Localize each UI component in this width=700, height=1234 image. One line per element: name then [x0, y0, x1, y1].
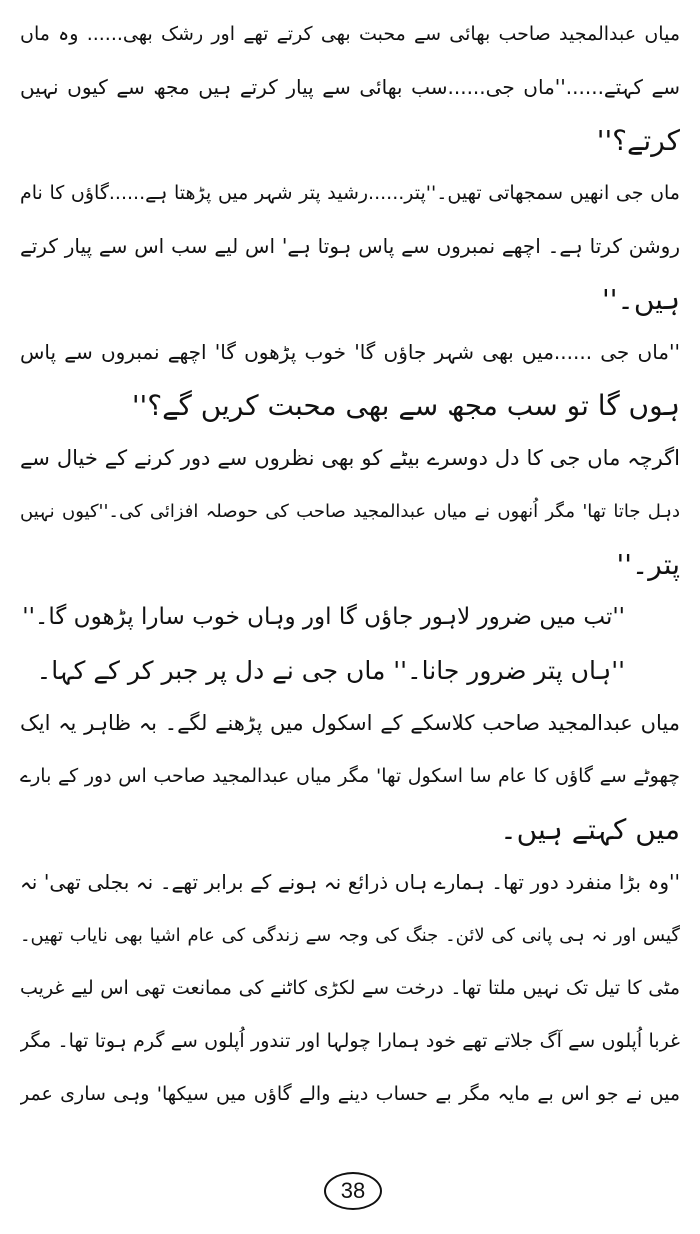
- text-line: مٹی کا تیل تک نہیں ملتا تھا۔ درخت سے لکڑی کاٹنے کی ممانعت تھی اس لیے غریب: [20, 977, 680, 999]
- text-line: میں نے جو اس بے مایہ مگر بے حساب دینے والے گاؤں میں سیکھا' وہی ساری عمر: [20, 1083, 680, 1105]
- page-number-badge: [324, 1172, 382, 1210]
- text-line: چھوٹے سے گاؤں کا عام سا اسکول تھا' مگر میاں عبدالمجید صاحب اس دور کے بارے: [20, 765, 680, 787]
- text-line: ہوں گا تو سب مجھ سے بھی محبت کریں گے؟'': [131, 389, 680, 422]
- text-line: ''ہاں پتر ضرور جانا۔'' ماں جی نے دل پر جبر کر کے کہا۔: [36, 656, 625, 685]
- text-line: میاں عبدالمجید صاحب بھائی سے محبت بھی کرتے تھے اور رشک بھی...... وہ ماں: [20, 23, 680, 45]
- text-line: اگرچہ ماں جی کا دل دوسرے بیٹے کو بھی نظروں سے دور کرنے کے خیال سے: [20, 446, 680, 470]
- page-number: 38: [340, 1178, 366, 1203]
- text-line: ماں جی انھیں سمجھاتی تھیں۔''پتر......رشید پتر شہر میں پڑھتا ہے......گاؤں کا نام: [20, 182, 680, 204]
- text-line: دہل جاتا تھا' مگر اُنھوں نے میاں عبدالمجید صاحب کی حوصلہ افزائی کی۔''کیوں نہیں: [20, 501, 680, 522]
- text-line: ''ماں جی ......میں بھی شہر جاؤں گا' خوب پڑھوں گا' اچھے نمبروں سے پاس: [20, 340, 680, 364]
- text-line: ہیں۔'': [602, 283, 680, 316]
- text-line: پتر۔'': [616, 548, 680, 581]
- text-line: ''تب میں ضرور لاہور جاؤں گا اور وہاں خوب سارا پڑھوں گا۔'': [22, 604, 625, 630]
- text-line: ''وہ بڑا منفرد دور تھا۔ ہمارے ہاں ذرائع نہ ہونے کے برابر تھے۔ نہ بجلی تھی' نہ: [20, 870, 680, 894]
- body-text: [20, 8, 680, 1121]
- text-line: میں کہتے ہیں۔: [500, 813, 680, 846]
- text-line: میاں عبدالمجید صاحب کلاسکے کے اسکول میں پڑھنے لگے۔ بہ ظاہر یہ ایک: [20, 711, 680, 735]
- text-line: گیس اور نہ ہی پانی کی لائن۔ جنگ کی وجہ سے زندگی کی عام اشیا بھی نایاب تھیں۔: [20, 925, 680, 946]
- text-line: روشن کرتا ہے۔ اچھے نمبروں سے پاس ہوتا ہے' اس لیے سب اس سے پیار کرتے: [20, 234, 680, 258]
- text-line: کرتے؟'': [596, 124, 680, 157]
- text-line: غربا اُپلوں سے آگ جلاتے تھے خود ہمارا چولہا اور تندور اُپلوں سے گرم ہوتا تھا۔ مگر: [20, 1030, 680, 1052]
- text-line: سے کہتے......''ماں جی......سب بھائی سے پیار کرتے ہیں مجھ سے کیوں نہیں: [20, 75, 680, 99]
